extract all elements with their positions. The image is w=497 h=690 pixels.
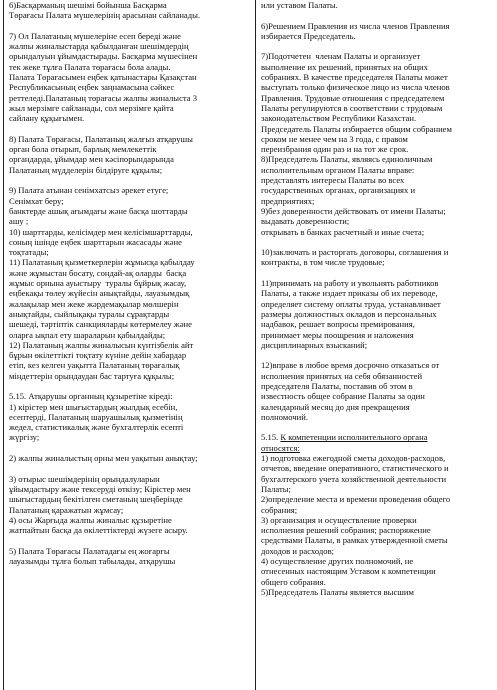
text-line: Төрағасы Палата мүшелерінің арасынан сайланады. bbox=[9, 10, 201, 21]
paragraph-gap bbox=[9, 21, 252, 31]
text-line: открывать в банках расчетный и иные счета; bbox=[261, 226, 425, 237]
text-line: 5) Палата Төрағасы Палатадағы ең жоғарғы bbox=[9, 545, 170, 556]
text-line: известность общее собрание Палаты за один bbox=[261, 391, 425, 402]
text-line: переизбрания один раз и на тот же срок. bbox=[261, 144, 409, 155]
text-line: тоқтатады; bbox=[9, 247, 49, 258]
text-line: есептерді, Палатаның шаруашылық қызметінің bbox=[9, 411, 183, 422]
text-line: доходов и расходов; bbox=[261, 545, 335, 556]
text-line: исполнения принятых на себя обязанностей bbox=[261, 370, 423, 381]
text-line: жүргізу; bbox=[9, 432, 40, 443]
text-line: 6)Решением Правления из числа членов Правления bbox=[261, 20, 450, 31]
text-line: Сенімхат беру; bbox=[9, 195, 64, 206]
text-line: 5.15. Атқарушы органның құзыретіне кіреді: bbox=[9, 391, 173, 402]
text-line: 10)заключать и расторгать договоры, соглашения и bbox=[261, 247, 449, 258]
text-line: избирается Председатель. bbox=[261, 30, 356, 41]
text-line: етіп, кез келген уақытта Палатаның төрағалық bbox=[9, 360, 180, 371]
text-line: выполнение их решений, принятых на общих bbox=[261, 61, 428, 72]
text-line: 5)Председатель Палаты является высшим bbox=[261, 586, 414, 597]
text-line: жыл мерзімге сайланады, сол мерзімге қайта bbox=[9, 102, 174, 113]
text-line: предприятиях; bbox=[261, 195, 315, 206]
text-line: определяет систему оплаты труда, устанавливает bbox=[261, 298, 441, 309]
text-line: общего собрания. bbox=[261, 576, 326, 587]
kazakh-column bbox=[4, 0, 256, 690]
text-line: ұйымдастыру және тексеруді өткізу; Кірістер мен bbox=[9, 483, 191, 494]
text-line: собраниях. В качестве председателя Палаты может bbox=[261, 72, 448, 83]
text-line: 1) кірістер мен шығыстардың жылдық есебін, bbox=[9, 401, 178, 412]
text-line: жалпы жиналыстарда қабылданған шешімдердің bbox=[9, 41, 189, 52]
text-line: отнесенных настоящим Уставом к компетенции bbox=[261, 566, 436, 577]
section-heading-continuation: относятся: bbox=[261, 442, 300, 453]
text-line: государственных органах, организациях и bbox=[261, 185, 416, 196]
text-line: орган бола отырып, барлық мемлекеттік bbox=[9, 144, 157, 155]
text-line: Палаты; bbox=[261, 483, 291, 494]
text-line: календарный месяц до дня прекращения bbox=[261, 401, 410, 412]
text-line: тек жеке тұлға Палата төрағасы бола алады. bbox=[9, 61, 171, 72]
text-line: сайлану құқығымен. bbox=[9, 113, 85, 124]
section-heading bbox=[261, 432, 497, 442]
text-line: надбавок, решает вопросы премирования, bbox=[261, 319, 415, 330]
paragraph-gap bbox=[9, 463, 252, 473]
text-line: дисциплинарных взысканий; bbox=[261, 339, 368, 350]
text-line: представлять интересы Палаты во всех bbox=[261, 175, 405, 186]
russian-column bbox=[256, 0, 497, 690]
text-line: собрания; bbox=[261, 504, 298, 515]
text-line: средствами Палаты, в рамках утвержденной сметы bbox=[261, 535, 448, 546]
text-line: шешеді, тәртіптік санкцияларды көтермелеу және bbox=[9, 319, 192, 330]
text-line: Палата Төрағасымен еңбек қатынастары Қазақстан bbox=[9, 72, 197, 83]
text-line: 12) Палатаның жалпы жиналысын күнтізбелік айт bbox=[9, 339, 194, 350]
text-line: 2)определение места и времени проведения общего bbox=[261, 494, 451, 505]
text-line: орындалуын ұйымдастырады. Басқарма мүшесінен bbox=[9, 51, 198, 62]
section-heading-text: К компетенции исполнительного органа bbox=[280, 432, 428, 443]
text-line: выступать только физическое лицо из числа членов bbox=[261, 82, 450, 93]
text-line: 11)принимать на работу и увольнять работников bbox=[261, 278, 439, 289]
text-line: Палаты, а также издает приказы об их переводе, bbox=[261, 288, 438, 299]
text-line: контракты, в том числе трудовые; bbox=[261, 257, 385, 268]
text-line: еңбекақы төлеу жүйесін анықтайды, лауазымдық bbox=[9, 288, 190, 299]
text-line: органдарда, ұйымдар мен кәсіпорындарында bbox=[9, 154, 174, 165]
text-line: және жұмыстан босату, сондай-ақ оларды басқа bbox=[9, 267, 187, 278]
paragraph-gap bbox=[9, 443, 252, 453]
text-line: соның ішінде еңбек шарттарын жасасады және bbox=[9, 236, 182, 247]
text-line: оларға ықпал ету шараларын қабылдайды; bbox=[9, 329, 166, 340]
text-line: 8)Председатель Палаты, являясь единоличным bbox=[261, 154, 433, 165]
text-line: 3) отырыс шешімдерінің орындалуларын bbox=[9, 473, 160, 484]
text-line: 9)без доверенности действовать от имени Палаты; bbox=[261, 205, 446, 216]
text-line: лауазымды тұлға болып табылады, атқарушы bbox=[9, 556, 176, 567]
text-line: 8) Палата Төрағасы, Палатаның жалғыз атқарушы bbox=[9, 133, 193, 144]
text-line: жалақылар мен жеке жәрдемақылар мөлшерін bbox=[9, 298, 179, 309]
paragraph-gap bbox=[9, 124, 252, 134]
text-line: сроком не менее чем на 3 года, с правом bbox=[261, 133, 408, 144]
text-line: банктерде ашық ағымдағы және басқа шоттарды bbox=[9, 205, 188, 216]
text-line: анықтайды, сыйлықақы туралы сұрақтарды bbox=[9, 308, 170, 319]
text-line: полномочий. bbox=[261, 411, 308, 422]
text-line: исполнительным органом Палаты вправе: bbox=[261, 164, 415, 175]
paragraph-gap bbox=[9, 535, 252, 545]
text-line: 1) подготовка ежегодной сметы доходов-расходов, bbox=[261, 453, 446, 464]
text-line: Председатель Палаты избирается общим собранием bbox=[261, 123, 452, 134]
text-line: жедел, статистикалық және бухгалтерлік есепті bbox=[9, 422, 184, 433]
section-number: 5.15. bbox=[261, 432, 281, 443]
text-line: законодательством Республики Казахстан. bbox=[261, 113, 417, 124]
text-line: исполнения решений собрания; распоряжение bbox=[261, 525, 431, 536]
text-line: 11) Палатаның қызметкерлерін жұмысқа қабылдау bbox=[9, 257, 195, 268]
text-line: 12)вправе в любое время досрочно отказаться от bbox=[261, 360, 440, 371]
text-line: Правления. Трудовые отношения с председателем bbox=[261, 92, 445, 103]
paragraph-gap bbox=[261, 350, 497, 360]
text-line: размеры должностных окладов и персональных bbox=[261, 308, 437, 319]
text-line: 7)Подотчетен членам Палаты и организует bbox=[261, 51, 421, 62]
kazakh-text-body bbox=[9, 0, 252, 566]
paragraph-gap bbox=[261, 10, 497, 20]
paragraph-gap bbox=[261, 237, 497, 247]
paragraph-gap bbox=[9, 381, 252, 391]
paragraph-gap bbox=[261, 422, 497, 432]
text-line: реттеледі.Палатаның төрағасы жалпы жиналыста 3 bbox=[9, 92, 198, 103]
text-line: или уставом Палаты. bbox=[261, 0, 338, 10]
text-line: Палатаның қаражатын жұмсау; bbox=[9, 504, 124, 515]
text-line: шығыстардың бекітілген сметаның шеңберінде bbox=[9, 494, 183, 505]
text-line: 9) Палата атынан сенімхатсыз әрекет етуге; bbox=[9, 185, 169, 196]
text-line: бұрын өкілеттікті тоқтату күніне дейін хабардар bbox=[9, 350, 187, 361]
text-line: 7) Ол Палатаның мүшелеріне есеп береді және bbox=[9, 30, 181, 41]
text-line: 3) организация и осуществление проверки bbox=[261, 514, 417, 525]
text-line: Палатаның мүдделерін білдіруге құқылы; bbox=[9, 164, 163, 175]
russian-text-body bbox=[261, 0, 497, 597]
text-line: 2) жалпы жиналыстың орны мен уақытын анықтау; bbox=[9, 453, 198, 464]
paragraph-gap bbox=[261, 268, 497, 278]
two-column-table bbox=[3, 0, 497, 690]
text-line: Палаты регулируются в соответствии с трудовым bbox=[261, 102, 443, 113]
text-line: жатпайтын басқа да өкілеттіктерді жүзеге асыру. bbox=[9, 525, 188, 536]
paragraph-gap bbox=[261, 41, 497, 51]
text-line: выдавать доверенности; bbox=[261, 216, 350, 227]
text-line: 6)Басқарманың шешімі бойынша Басқарма bbox=[9, 0, 167, 10]
text-line: председателя Палаты, поставив об этом в bbox=[261, 380, 413, 391]
text-line: 4) осуществление других полномочий, не bbox=[261, 556, 414, 567]
paragraph-gap bbox=[9, 175, 252, 185]
text-line: Республикасының еңбек заңнамасына сәйкес bbox=[9, 82, 175, 93]
text-line: жұмыс орнына ауыстыру туралы бұйрық жасау, bbox=[9, 278, 187, 289]
text-line: отчетов, введение оперативного, статистического и bbox=[261, 463, 449, 474]
text-line: ашу ; bbox=[9, 216, 29, 227]
text-line: бухгалтерского учета хозяйственной деятельности bbox=[261, 473, 447, 484]
text-line: принимает меры поощрения и наложения bbox=[261, 329, 414, 340]
text-line: міндеттерін орындаудан бас тартуға құқылы; bbox=[9, 370, 175, 381]
text-line: 10) шарттарды, келісімдер мен келісімшарттарды, bbox=[9, 226, 193, 237]
text-line: 4) осы Жарғыда жалпы жиналыс құзыретіне bbox=[9, 514, 172, 525]
